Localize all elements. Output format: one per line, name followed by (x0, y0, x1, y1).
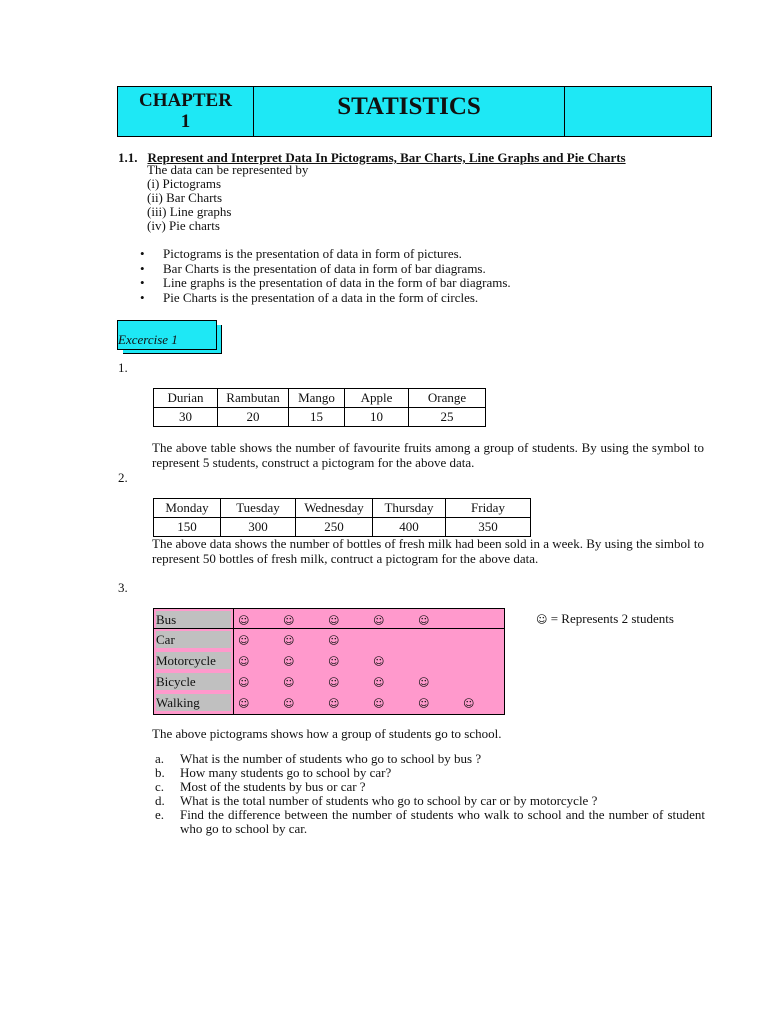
chapter-title: STATISTICS (254, 87, 565, 136)
table-cell: 25 (409, 408, 486, 427)
question-number: 3. (118, 580, 128, 595)
table-cell: 10 (345, 408, 409, 427)
list-item: (ii) Bar Charts (147, 190, 223, 205)
intro-text: The data can be represented by (147, 162, 309, 177)
smiley-icon: ☺ (238, 634, 250, 647)
sub-question-list (155, 752, 705, 836)
smiley-icon: ☺ (238, 697, 250, 710)
list-item: (i) Pictograms (147, 176, 222, 191)
milk-table (153, 498, 531, 537)
section-title: Represent and Interpret Data In Pictograms, Bar Charts, Line Graphs and Pie Charts (147, 150, 626, 165)
smiley-icon: ☺ (463, 697, 475, 710)
exercise-label: Excercise 1 (118, 332, 178, 347)
chapter-cell (118, 87, 254, 136)
table-cell: 350 (446, 518, 531, 537)
smiley-icon: ☺ (238, 614, 250, 627)
chapter-label: CHAPTER (139, 90, 232, 111)
table-header-cell: Friday (446, 499, 531, 518)
question-text: The above data shows the number of bottles of fresh milk had been sold in a week. By using the simbol to represent 50 bottles of fresh milk, contruct a pictogram for the above data. (152, 536, 704, 566)
bullet-item: • Bar Charts is the presentation of data in form of bar diagrams. (140, 262, 511, 277)
table-cell: 30 (154, 408, 218, 427)
table-header-cell: Thursday (373, 499, 446, 518)
sub-question-text: Find the difference between the number of students who walk to school and the number of student who go to school by car. (180, 807, 705, 836)
table-row (154, 518, 531, 537)
bullet-item: • Pictograms is the presentation of data in form of pictures. (140, 247, 511, 262)
table-header-cell: Orange (409, 389, 486, 408)
smiley-icon: ☺ (328, 614, 340, 627)
sub-question (155, 752, 705, 766)
section-number: 1.1. (118, 150, 138, 165)
smiley-icon: ☺ (536, 613, 548, 626)
bullet-list (140, 247, 511, 305)
row-label: Car (156, 631, 231, 648)
sub-question (155, 808, 705, 836)
question-number: 2. (118, 470, 128, 485)
pictogram-legend (536, 611, 674, 627)
table-cell: 150 (154, 518, 221, 537)
chapter-number: 1 (180, 111, 191, 132)
table-cell: 400 (373, 518, 446, 537)
sub-question (155, 794, 705, 808)
table-header-cell: Durian (154, 389, 218, 408)
table-header-row (154, 499, 531, 518)
sub-question (155, 780, 705, 794)
sub-question-text: Most of the students by bus or car ? (180, 779, 366, 794)
chapter-header (117, 86, 712, 137)
smiley-icon: ☺ (283, 614, 295, 627)
table-header-cell: Rambutan (218, 389, 289, 408)
row-label: Motorcycle (156, 652, 231, 669)
row-label: Walking (156, 694, 231, 711)
question-text: The above table shows the number of favourite fruits among a group of students. By using the symbol to represent 5 students, construct a pictogram for the above data. (152, 440, 704, 470)
sub-question (155, 766, 705, 780)
table-header-cell: Mango (289, 389, 345, 408)
smiley-icon: ☺ (373, 655, 385, 668)
smiley-icon: ☺ (328, 655, 340, 668)
sub-question-text: What is the number of students who go to school by bus ? (180, 751, 482, 766)
table-cell: 300 (221, 518, 296, 537)
header-divider (154, 628, 504, 629)
smiley-icon: ☺ (238, 676, 250, 689)
table-cell: 20 (218, 408, 289, 427)
sub-question-letter: c. (155, 779, 165, 794)
smiley-icon: ☺ (373, 697, 385, 710)
smiley-icon: ☺ (328, 697, 340, 710)
sub-question-letter: e. (155, 807, 165, 822)
table-header-cell: Wednesday (296, 499, 373, 518)
smiley-icon: ☺ (418, 676, 430, 689)
legend-text: = Represents 2 students (550, 611, 674, 626)
table-header-cell: Apple (345, 389, 409, 408)
smiley-icon: ☺ (238, 655, 250, 668)
question-number: 1. (118, 360, 128, 375)
list-item: (iii) Line graphs (147, 204, 232, 219)
sub-question-letter: a. (155, 751, 165, 766)
pictogram-labels (154, 609, 234, 714)
smiley-icon: ☺ (418, 614, 430, 627)
table-header-cell: Tuesday (221, 499, 296, 518)
table-cell: 15 (289, 408, 345, 427)
smiley-icon: ☺ (283, 697, 295, 710)
table-row (154, 408, 486, 427)
representation-list (147, 163, 308, 233)
sub-question-text: How many students go to school by car? (180, 765, 392, 780)
smiley-icon: ☺ (283, 676, 295, 689)
bullet-item: • Pie Charts is the presentation of a data in the form of circles. (140, 291, 511, 306)
table-header-row (154, 389, 486, 408)
smiley-icon: ☺ (373, 614, 385, 627)
fruit-table (153, 388, 486, 427)
smiley-icon: ☺ (328, 676, 340, 689)
transport-pictogram (153, 608, 505, 715)
table-cell: 250 (296, 518, 373, 537)
smiley-icon: ☺ (328, 634, 340, 647)
row-label: Bus (156, 611, 231, 628)
list-item: (iv) Pie charts (147, 218, 220, 233)
sub-question-letter: d. (155, 793, 165, 808)
table-header-cell: Monday (154, 499, 221, 518)
smiley-icon: ☺ (283, 634, 295, 647)
smiley-icon: ☺ (373, 676, 385, 689)
question-text: The above pictograms shows how a group of students go to school. (152, 726, 502, 741)
smiley-icon: ☺ (418, 697, 430, 710)
bullet-item: • Line graphs is the presentation of data in the form of bar diagrams. (140, 276, 511, 291)
smiley-icon: ☺ (283, 655, 295, 668)
sub-question-letter: b. (155, 765, 165, 780)
exercise-box (117, 320, 222, 353)
header-empty-cell (565, 87, 711, 136)
row-label: Bicycle (156, 673, 231, 690)
sub-question-text: What is the total number of students who go to school by car or by motorcycle ? (180, 793, 598, 808)
